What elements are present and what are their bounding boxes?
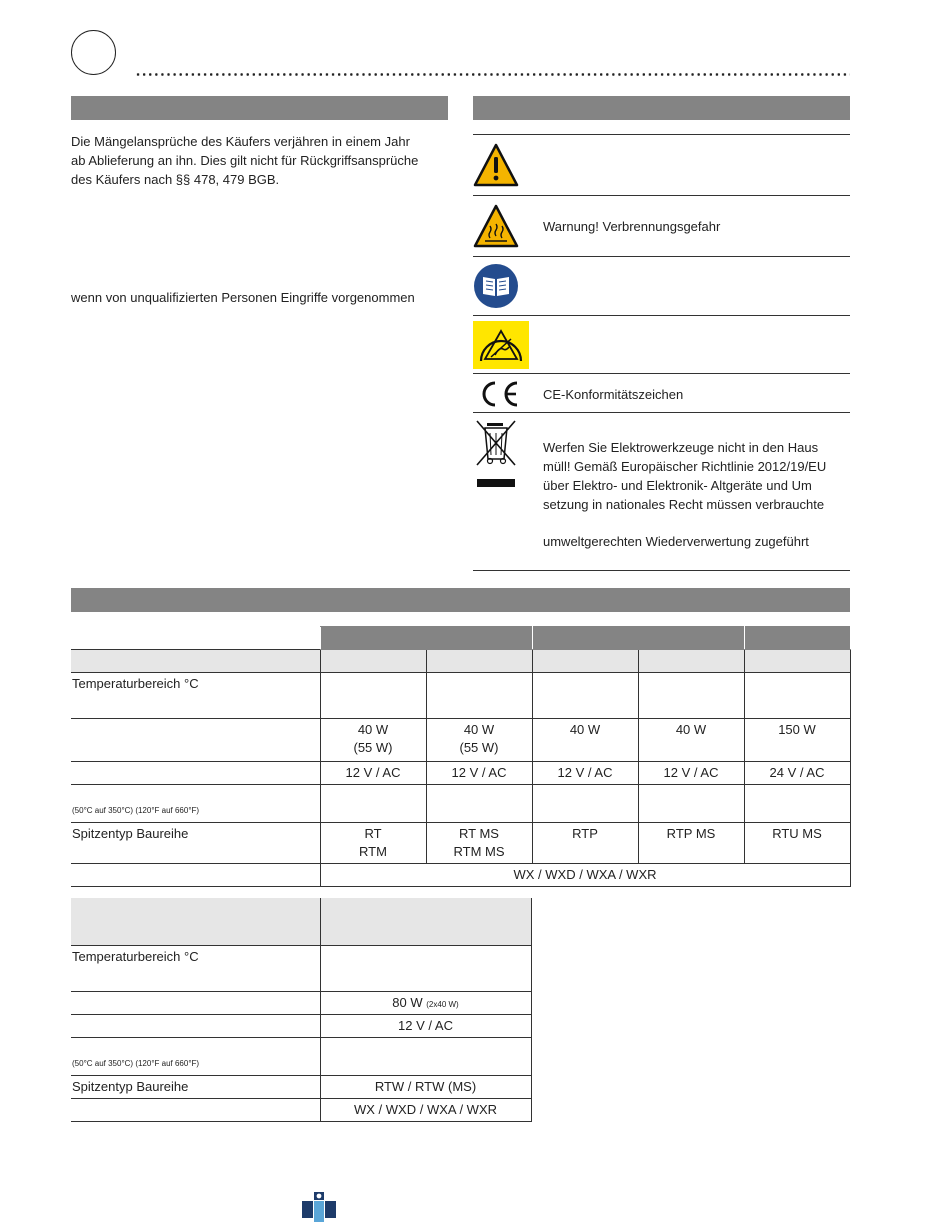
temperature-label: Temperaturbereich °C — [71, 673, 320, 719]
hot-surface-icon — [473, 204, 519, 248]
table-row — [71, 945, 531, 991]
weee-line: umweltgerechten Wiederverwertung zugeführt — [543, 534, 809, 549]
tip-type-label: Spitzentyp Baureihe — [71, 1075, 320, 1098]
spec-table-main — [71, 626, 851, 887]
warranty-paragraph — [71, 132, 451, 189]
table-row — [71, 785, 850, 823]
table-cell: WX / WXD / WXA / WXR — [320, 1098, 531, 1121]
table-cell: 80 W — [392, 994, 423, 1010]
weee-bin-icon — [473, 417, 519, 489]
symbol-text-hot-surface: Warnung! Verbrennungsgefahr — [543, 219, 721, 234]
symbol-row-esd — [473, 315, 850, 374]
power-note: (2x40 W) — [426, 999, 459, 1009]
table-cell: 12 V / AC — [426, 762, 532, 785]
table-cell: RTP — [532, 823, 638, 864]
symbol-text-weee — [543, 438, 853, 551]
table-cell: 40 W — [463, 722, 495, 737]
table-cell: 150 W — [744, 719, 850, 762]
weee-line: müll! Gemäß Europäischer Richtlinie 2012/19/EU — [543, 459, 827, 474]
esd-icon — [473, 321, 529, 369]
table-row — [71, 898, 531, 945]
table-cell: 12 V / AC — [320, 762, 426, 785]
table-row — [71, 1098, 531, 1121]
table-cell: RTP MS — [638, 823, 744, 864]
table-cell: RT MS — [459, 826, 499, 841]
weee-line: über Elektro- und Elektronik- Altgeräte und Um — [543, 478, 812, 493]
technical-data-section-bar — [71, 588, 850, 612]
table-cell: 40 W — [532, 719, 638, 762]
table-cell: 12 V / AC — [638, 762, 744, 785]
tip-type-label: Spitzentyp Baureihe — [71, 823, 320, 864]
table-cell: 40 W — [638, 719, 744, 762]
table-cell: (55 W) — [459, 740, 499, 755]
table-row — [71, 823, 850, 864]
table-row — [71, 1037, 531, 1075]
table-cell: RTM — [359, 844, 387, 859]
weee-line: setzung in nationales Recht müssen verbrauchte — [543, 497, 825, 512]
symbol-text-ce: CE-Konformitätszeichen — [543, 387, 684, 402]
range-note: (50°C auf 350°C) (120°F auf 660°F) — [72, 1058, 200, 1068]
weee-line: Werfen Sie Elektrowerkzeuge nicht in den Haus — [543, 440, 819, 455]
table-row — [71, 991, 531, 1014]
table-cell: 12 V / AC — [320, 1014, 531, 1037]
symbol-row-manual — [473, 256, 850, 316]
temperature-label: Temperaturbereich °C — [71, 945, 320, 991]
table-row — [71, 762, 850, 785]
symbol-row-ce — [473, 373, 850, 413]
weee-line — [543, 514, 853, 532]
warning-triangle-icon — [473, 143, 519, 187]
symbol-row-hot-surface — [473, 195, 850, 257]
language-badge — [71, 30, 116, 75]
table-cell: RT — [364, 826, 382, 841]
table-row — [71, 1075, 531, 1098]
table-cell: RTM MS — [453, 844, 505, 859]
read-manual-icon — [473, 263, 519, 309]
brand-logo — [302, 1192, 336, 1222]
table-row — [71, 1014, 531, 1037]
symbol-row-warning — [473, 134, 850, 196]
warranty-exclusion-text: wenn von unqualifizierten Personen Eingriffe vorgenommen — [71, 290, 415, 305]
range-note: (50°C auf 350°C) (120°F auf 660°F) — [72, 806, 200, 815]
table-cell: 12 V / AC — [532, 762, 638, 785]
table-row — [71, 673, 850, 719]
table-row — [71, 627, 850, 650]
warranty-line: ab Ablieferung an ihn. Dies gilt nicht für Rückgriffsansprüche — [71, 153, 419, 168]
table-row — [71, 719, 850, 762]
header-dotted-rule — [135, 72, 850, 77]
table-row — [71, 650, 850, 673]
spec-table-tweezers — [71, 898, 532, 1122]
warranty-line: des Käufers nach §§ 478, 479 BGB. — [71, 172, 280, 187]
table-cell: (55 W) — [353, 740, 393, 755]
table-cell: RTW / RTW (MS) — [320, 1075, 531, 1098]
table-cell: 40 W — [357, 722, 389, 737]
symbols-section-bar — [473, 96, 850, 120]
table-cell: 24 V / AC — [744, 762, 850, 785]
table-cell: WX / WXD / WXA / WXR — [320, 864, 850, 887]
symbol-row-weee — [473, 412, 850, 571]
table-row — [71, 864, 850, 887]
warranty-section-bar — [71, 96, 448, 120]
ce-mark-icon — [477, 380, 521, 408]
table-cell: RTU MS — [744, 823, 850, 864]
warranty-line: Die Mängelansprüche des Käufers verjähren in einem Jahr — [71, 134, 410, 149]
